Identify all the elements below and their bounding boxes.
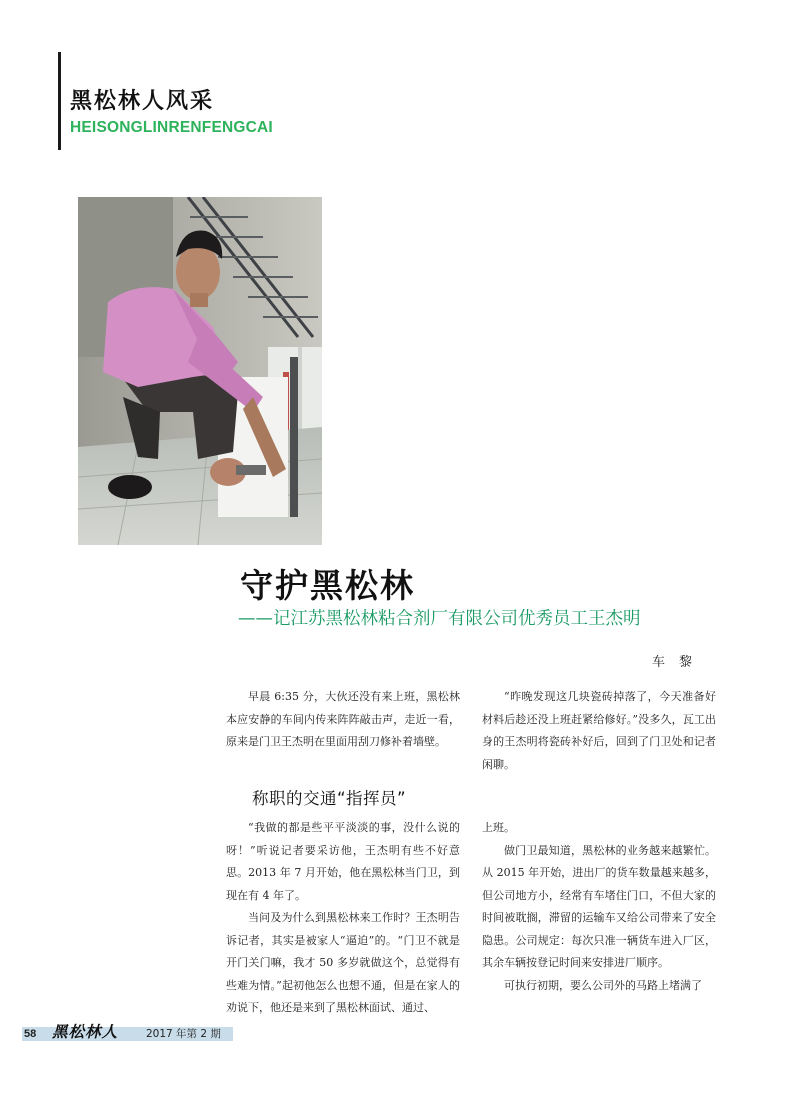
column-title: 黑松林人风采 bbox=[70, 89, 215, 114]
body-paragraph: 可执行初期，要么公司外的马路上堵满了 bbox=[504, 978, 702, 992]
body-paragraph: “我做的都是些平平淡淡的事，没什么说的呀！”听说记者要采访他，王杰明有些不好意思。2013 年 7 月开始，他在黑松林当门卫，到现在有 4 年了。 bbox=[226, 821, 460, 902]
header-rule bbox=[58, 52, 61, 150]
body-paragraph: 当问及为什么到黑松林来工作时？王杰明告诉记者，其实是被家人“逼迫”的。“门卫不就是开门关门嘛，我才 50 多岁就做这个，总觉得有些难为情。”起初他怎么也想不通，但是在家人的劝说下，他还是来到了黑松林面试、通过、 bbox=[226, 911, 460, 1014]
body-column-right bbox=[482, 817, 716, 997]
magazine-logo: 黑松林人 bbox=[52, 1022, 119, 1041]
page-number: 58 bbox=[24, 1028, 37, 1040]
intro-paragraph-right: “昨晚发现这几块瓷砖掉落了，今天准备好材料后趁还没上班赶紧给修好。”没多久，瓦工出身的王杰明将瓷砖补好后，回到了门卫处和记者闲聊。 bbox=[482, 690, 716, 771]
body-paragraph: 做门卫最知道，黑松林的业务越来越繁忙。从 2015 年开始，进出厂的货车数量越来越多，但公司地方小，经常有车堵住门口，不但大家的时间被耽搁，滞留的运输车又给公司带来了安全隐患。公司规定：每次只准一辆货车进入厂区，其余车辆按登记时间来安排进厂顺序。 bbox=[482, 843, 716, 969]
intro-paragraph-left: 早晨 6:35 分，大伙还没有来上班，黑松林本应安静的车间内传来阵阵敲击声，走近一看，原来是门卫王杰明在里面用刮刀修补着墙壁。 bbox=[226, 690, 460, 748]
article-subtitle: ——记江苏黑松林粘合剂厂有限公司优秀员工王杰明 bbox=[238, 609, 641, 629]
article-photo bbox=[78, 197, 322, 545]
author-name: 车黎 bbox=[652, 655, 707, 670]
issue-label: 2017 年第 2 期 bbox=[146, 1028, 221, 1040]
body-column-left bbox=[226, 817, 460, 1020]
column-pinyin: HEISONGLINRENFENGCAI bbox=[70, 119, 273, 136]
section-heading: 称职的交通“指挥员” bbox=[252, 789, 407, 808]
article-title: 守护黑松林 bbox=[240, 566, 415, 605]
body-paragraph: 上班。 bbox=[482, 821, 515, 834]
